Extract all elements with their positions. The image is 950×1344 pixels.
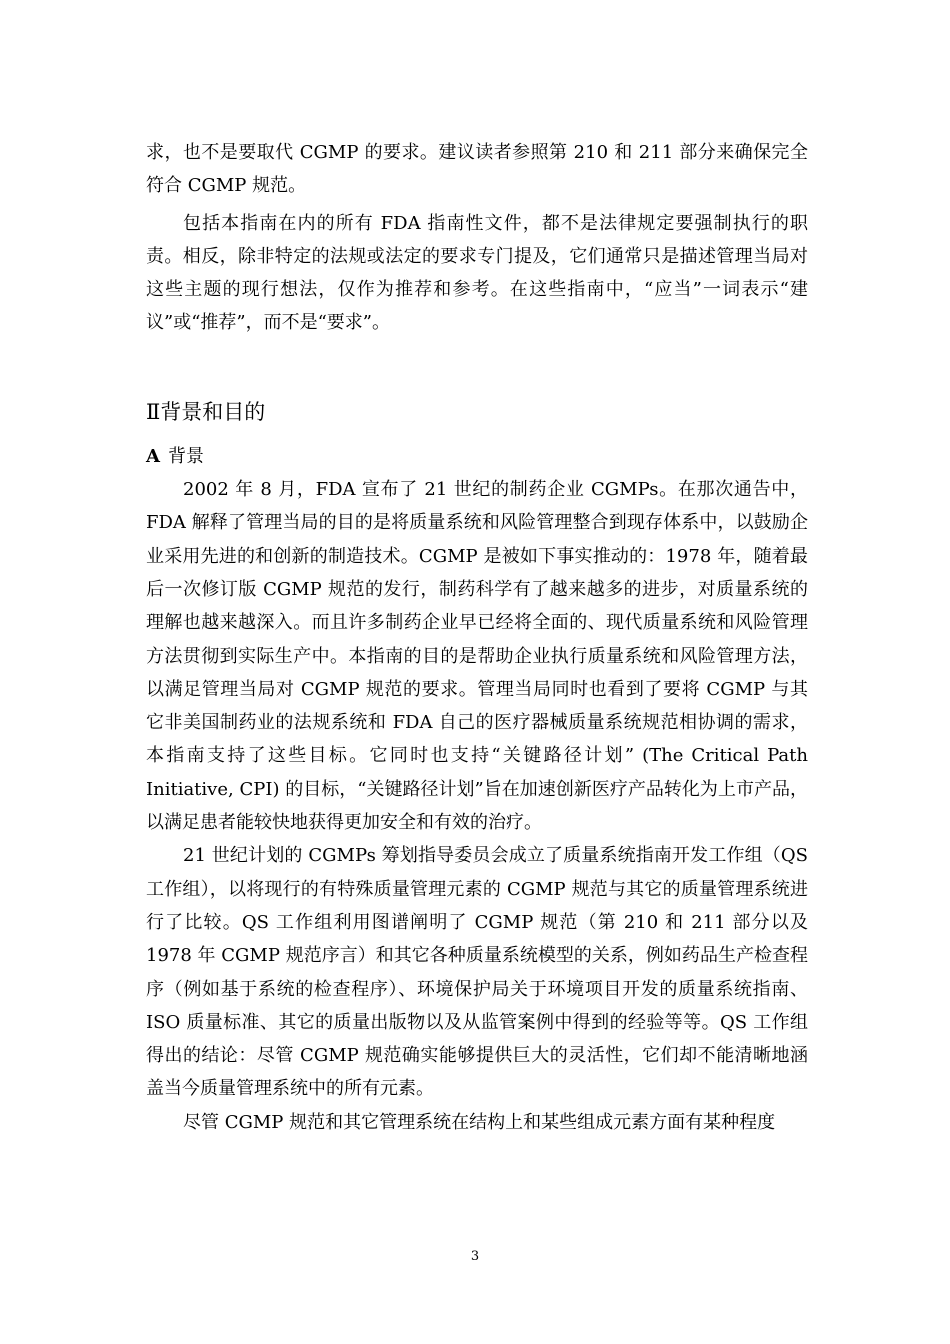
paragraph-qs-working-group: 21 世纪计划的 CGMPs 筹划指导委员会成立了质量系统指南开发工作组（QS 工作组），以将现行的有特殊质量管理元素的 CGMP 规范与其它的质量管理系统进行了比较。QS 工作组利用图谱阐明了 CGMP 规范（第 210 和 211 部分以及 1978 年 CGMP 规范序言）和其它各种质量系统模型的关系，例如药品生产检查程序（例如基于系统的检查程序）、环境保护局关于环境项目开发的质量系统指南、ISO 质量标准、其它的质量出版物以及从监管案例中得到的经验等等。QS 工作组得出的结论：尽管 CGMP 规范确实能够提供巨大的灵活性，它们却不能清晰地涵盖当今质量管理系统中的所有元素。 [146,845,808,1100]
subsection-title: 背景 [167,445,204,467]
page-content [146,136,808,1139]
paragraph-continued: 求，也不是要取代 CGMP 的要求。建议读者参照第 210 和 211 部分来确保完全符合 CGMP 规范。 [146,142,808,197]
paragraph-continuation: 尽管 CGMP 规范和其它管理系统在结构上和某些组成元素方面有某种程度 [183,1111,776,1133]
section-heading: Ⅱ背景和目的 [146,399,266,424]
subsection-letter: A [146,445,160,467]
subsection-heading [146,440,808,473]
paragraph-guidance-note: 包括本指南在内的所有 FDA 指南性文件，都不是法律规定要强制执行的职责。相反，除非特定的法规或法定的要求专门提及，它们通常只是描述管理当局对这些主题的现行想法，仅作为推荐和参考。在这些指南中，“应当”一词表示“建议”或“推荐”，而不是“要求”。 [146,212,808,334]
paragraph-background: 2002 年 8 月，FDA 宣布了 21 世纪的制药企业 CGMPs。在那次通告中，FDA 解释了管理当局的目的是将质量系统和风险管理整合到现存体系中，以鼓励企业采用先进的和创新的制造技术。CGMP 是被如下事实推动的：1978 年，随着最后一次修订版 CGMP 规范的发行，制药科学有了越来越多的进步，对质量系统的理解也越来越深入。而且许多制药企业早已经将全面的、现代质量系统和风险管理方法贯彻到实际生产中。本指南的目的是帮助企业执行质量系统和风险管理方法，以满足管理当局对 CGMP 规范的要求。管理当局同时也看到了要将 CGMP 与其它非美国制药业的法规系统和 FDA 自己的医疗器械质量系统规范相协调的需求，本指南支持了这些目标。它同时也支持“关键路径计划” (The Critical Path Initiative, CPI) 的目标，“关键路径计划”旨在加速创新医疗产品转化为上市产品，以满足患者能较快地获得更加安全和有效的治疗。 [146,479,808,834]
page-number: 3 [470,1249,480,1264]
